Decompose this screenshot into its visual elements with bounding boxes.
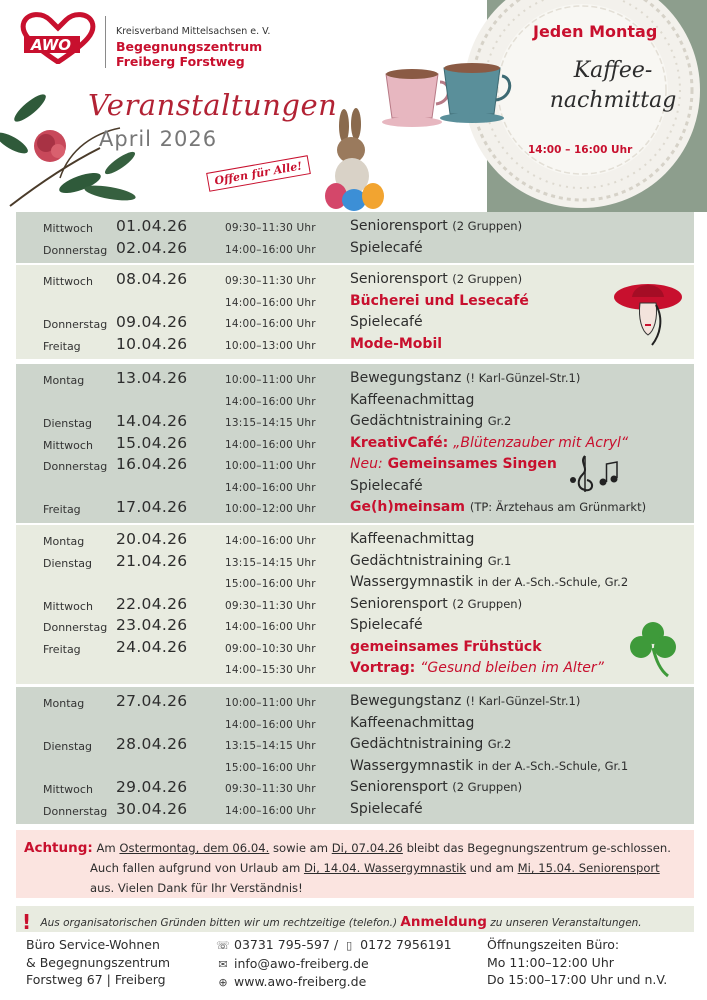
week-block (16, 265, 694, 359)
awo-heart-logo (18, 12, 98, 64)
event-name: Vortrag: (350, 660, 416, 676)
event-date: 27.04.26 (116, 692, 188, 710)
event-row (16, 269, 694, 290)
page-month: April 2026 (99, 127, 218, 151)
lady-with-hat-icon (612, 275, 684, 347)
event-title (350, 531, 474, 547)
event-note: Gr.2 (487, 414, 512, 428)
event-date: 20.04.26 (116, 530, 188, 548)
kaffee-weekday: Jeden Montag (533, 22, 658, 41)
office-line-2: & Begegnungszentrum (26, 954, 171, 970)
event-subtitle: “Gesund bleiben im Alter” (420, 660, 604, 676)
event-title (350, 392, 474, 408)
event-time: 14:00–16:00 Uhr (225, 621, 316, 633)
event-row (16, 291, 694, 312)
week-block (16, 212, 694, 263)
event-row (16, 756, 694, 777)
mail-icon: ✉ (218, 957, 228, 971)
closure-notice-text (24, 838, 684, 898)
event-row (16, 390, 694, 411)
event-time: 14:00–16:00 Uhr (225, 296, 316, 309)
event-time: 09:30–11:30 Uhr (225, 783, 316, 795)
event-weekday: Donnerstag (43, 318, 108, 331)
notice-text: sowie am (272, 841, 329, 855)
event-name: Seniorensport (350, 595, 448, 612)
phone-icon: ☏ (216, 939, 230, 952)
event-name: Gemeinsames Singen (387, 456, 557, 472)
event-weekday: Donnerstag (43, 460, 108, 473)
event-name: Spielecafé (350, 800, 423, 817)
event-date: 23.04.26 (116, 616, 188, 634)
kaffee-title-line-2: nachmittag (549, 88, 677, 113)
event-time: 13:15–14:15 Uhr (225, 556, 316, 569)
event-time: 13:15–14:15 Uhr (225, 417, 316, 429)
event-title (350, 499, 646, 515)
web-link[interactable]: www.awo-freiberg.de (234, 974, 367, 989)
event-title (350, 271, 522, 287)
event-row (16, 777, 694, 798)
event-row (16, 713, 694, 734)
event-row (16, 691, 694, 712)
event-title (350, 574, 628, 590)
event-name: Wassergymnastik (350, 574, 474, 590)
event-weekday: Mittwoch (43, 783, 93, 796)
event-row (16, 594, 694, 615)
event-date: 09.04.26 (116, 313, 188, 331)
event-note: (TP: Ärztehaus am Grünmarkt) (469, 500, 647, 514)
event-note: in der A.-Sch.-Schule, Gr.1 (477, 758, 629, 773)
event-row (16, 615, 694, 636)
event-time: 10:00–12:00 Uhr (225, 503, 316, 515)
notice-text: bleibt das Begegnungszentrum ge-schlossen. Auch fallen aufgrund von Urlaub am (90, 841, 671, 875)
logo-text: AWO (30, 36, 72, 54)
event-row (16, 734, 694, 755)
event-name: Spielecafé (350, 617, 423, 633)
org-line: Kreisverband Mittelsachsen e. V. (116, 26, 271, 37)
event-note: Gr.1 (487, 553, 512, 568)
event-row (16, 334, 694, 355)
event-title (350, 639, 542, 655)
event-weekday: Montag (43, 374, 85, 387)
event-title (350, 801, 423, 817)
event-note: (2 Gruppen) (452, 596, 523, 611)
event-date: 14.04.26 (116, 412, 188, 430)
event-name: Seniorensport (350, 218, 448, 234)
event-title (350, 693, 580, 709)
closure-notice (16, 830, 694, 898)
event-title (350, 218, 522, 234)
event-title (350, 293, 529, 309)
notice-cancel-2: Mi, 15.04. Seniorensport (517, 861, 660, 875)
event-time: 14:00–16:00 Uhr (225, 804, 316, 817)
event-name: Spielecafé (350, 477, 423, 494)
event-name: KreativCafé: (350, 434, 449, 451)
event-note: (2 Gruppen) (452, 780, 523, 794)
event-weekday: Mittwoch (43, 599, 93, 613)
event-date: 08.04.26 (116, 270, 188, 288)
event-time: 14:00–15:30 Uhr (225, 664, 316, 676)
event-date: 10.04.26 (116, 334, 188, 353)
event-title (350, 478, 423, 494)
event-title (350, 314, 423, 330)
event-name: Spielecafé (350, 314, 423, 330)
week-block (16, 525, 694, 684)
office-line-1: Büro Service-Wohnen (26, 937, 160, 952)
event-date: 24.04.26 (116, 637, 188, 656)
mobile-icon: ▯ (346, 939, 353, 952)
event-row (16, 658, 694, 679)
event-name: Mode-Mobil (350, 335, 443, 352)
header (0, 0, 707, 212)
notice-text: und am (469, 861, 514, 875)
kaffee-time: 14:00 – 16:00 Uhr (528, 144, 633, 156)
event-subtitle: „Blütenzauber mit Acryl“ (453, 434, 629, 451)
event-title (350, 758, 628, 774)
event-date: 21.04.26 (116, 551, 188, 570)
notice-text: Am (96, 841, 116, 855)
event-time: 10:00–13:00 Uhr (225, 339, 316, 352)
event-name: Bewegungstanz (350, 370, 462, 386)
event-time: 10:00–11:00 Uhr (225, 697, 316, 709)
email-link[interactable]: info@awo-freiberg.de (234, 955, 369, 971)
event-weekday: Donnerstag (43, 804, 108, 818)
event-time: 14:00–16:00 Uhr (225, 718, 316, 731)
event-name: Kaffeenachmittag (350, 531, 475, 547)
event-title (350, 240, 423, 256)
notice-label: Achtung: (24, 840, 93, 856)
event-weekday: Mittwoch (43, 438, 93, 452)
event-date: 01.04.26 (116, 217, 188, 235)
separator: / (333, 937, 343, 952)
event-name: Bewegungstanz (350, 693, 462, 709)
event-name: Gedächtnistraining (350, 413, 484, 429)
hours-title: Öffnungszeiten Büro: (487, 937, 620, 952)
event-weekday: Montag (43, 535, 85, 548)
event-time: 09:30–11:30 Uhr (225, 222, 316, 234)
week-block (16, 687, 694, 824)
exclamation-icon: ! (22, 910, 32, 934)
mobile-number[interactable]: 0172 7956191 (360, 937, 452, 952)
event-weekday: Freitag (43, 642, 81, 656)
event-time: 14:00–16:00 Uhr (225, 535, 316, 547)
event-row (16, 637, 694, 658)
event-weekday: Dienstag (43, 556, 93, 570)
event-name: Gedächtnistraining (350, 736, 484, 752)
event-row (16, 216, 694, 237)
event-time: 10:00–11:00 Uhr (225, 460, 316, 472)
event-weekday: Montag (43, 697, 85, 710)
web-line (216, 973, 452, 992)
org-name-1: Begegnungszentrum (116, 39, 263, 54)
hours-thursday: Do 15:00–17:00 Uhr und n.V. (487, 972, 668, 987)
event-title (350, 413, 511, 429)
event-name: Seniorensport (350, 271, 448, 287)
event-weekday: Freitag (43, 503, 81, 516)
event-name: Seniorensport (350, 779, 448, 795)
event-date: 30.04.26 (116, 799, 188, 818)
notice-date-closed: Di, 07.04.26 (331, 841, 403, 855)
event-row (16, 368, 694, 389)
registration-note (16, 906, 694, 932)
event-note: Gr.2 (487, 737, 512, 751)
event-row (16, 312, 694, 333)
event-name: Kaffeenachmittag (350, 714, 475, 731)
footer-hours (487, 936, 667, 989)
event-date: 29.04.26 (116, 778, 188, 796)
event-title (350, 435, 628, 451)
event-new-tag: Neu: (350, 456, 383, 472)
event-title (350, 370, 580, 386)
event-date: 15.04.26 (116, 433, 188, 452)
registration-text: Aus organisatorischen Gründen bitten wir um rechtzeitige (telefon.) (40, 917, 398, 929)
event-time: 13:15–14:15 Uhr (225, 740, 316, 752)
notice-cancel-1: Di, 14.04. Wassergymnastik (303, 861, 467, 875)
registration-highlight: Anmeldung (400, 914, 487, 930)
event-time: 09:30–11:30 Uhr (225, 275, 316, 287)
registration-text-end: zu unseren Veranstaltungen. (490, 917, 642, 929)
event-name: gemeinsames Frühstück (350, 638, 542, 655)
event-row (16, 411, 694, 432)
event-name: Kaffeenachmittag (350, 391, 475, 408)
event-row (16, 799, 694, 820)
email-line (216, 955, 452, 974)
event-title (350, 596, 522, 612)
event-row (16, 572, 694, 593)
event-time: 15:00–16:00 Uhr (225, 578, 316, 590)
office-line-3: Forstweg 67 | Freiberg (26, 972, 166, 987)
event-weekday: Dienstag (43, 417, 93, 430)
event-weekday: Mittwoch (43, 275, 93, 288)
event-title (350, 779, 522, 795)
event-note: (! Karl-Günzel-Str.1) (465, 371, 581, 385)
event-title (350, 660, 604, 676)
event-row (16, 238, 694, 259)
notice-text: aus. Vielen Dank für Ihr Verständnis! (90, 881, 303, 895)
event-title (350, 336, 442, 352)
event-time: 14:00–16:00 Uhr (225, 481, 316, 494)
notice-date-easter: Ostermontag, dem 06.04. (119, 841, 270, 855)
phone-line (216, 936, 452, 955)
kaffee-title (538, 56, 688, 116)
event-weekday: Mittwoch (43, 222, 93, 235)
event-name: Ge(h)meinsam (350, 499, 465, 515)
event-title (350, 736, 511, 752)
event-date: 22.04.26 (116, 594, 188, 613)
event-name: Gedächtnistraining (350, 552, 484, 569)
event-time: 14:00–16:00 Uhr (225, 438, 316, 451)
coffee-cups-illustration (378, 38, 518, 138)
page-title: Veranstaltungen (88, 88, 338, 122)
event-time: 09:30–11:30 Uhr (225, 599, 316, 612)
event-weekday: Donnerstag (43, 243, 108, 257)
kaffee-title-line-1: Kaffee- (573, 58, 653, 83)
event-name: Wassergymnastik (350, 757, 474, 774)
event-date: 02.04.26 (116, 238, 188, 257)
event-weekday: Dienstag (43, 740, 93, 753)
clover-icon (628, 620, 678, 678)
event-time: 09:00–10:30 Uhr (225, 642, 316, 655)
event-row (16, 433, 694, 454)
event-time: 10:00–11:00 Uhr (225, 374, 316, 386)
event-time: 14:00–16:00 Uhr (225, 318, 316, 330)
event-title (350, 456, 557, 472)
org-block (116, 24, 270, 69)
globe-icon: ⊕ (218, 976, 228, 989)
org-name-2: Freiberg Forstweg (116, 54, 245, 69)
event-note: (2 Gruppen) (452, 219, 523, 233)
event-note: (! Karl-Günzel-Str.1) (465, 694, 581, 708)
event-row (16, 497, 694, 518)
event-date: 17.04.26 (116, 498, 188, 516)
event-date: 28.04.26 (116, 735, 188, 753)
event-row (16, 551, 694, 572)
event-note: (2 Gruppen) (452, 272, 523, 286)
event-title (350, 617, 423, 633)
phone-number[interactable]: 03731 795-597 (234, 937, 330, 952)
event-time: 14:00–16:00 Uhr (225, 395, 316, 408)
event-date: 16.04.26 (116, 455, 188, 473)
logo-divider (105, 16, 106, 68)
event-title (350, 715, 474, 731)
footer-contact (216, 936, 452, 992)
event-note: in der A.-Sch.-Schule, Gr.2 (477, 575, 629, 589)
event-name: Spielecafé (350, 239, 423, 256)
footer-address (26, 936, 170, 989)
event-time: 14:00–16:00 Uhr (225, 243, 316, 256)
event-weekday: Freitag (43, 339, 81, 353)
event-name: Bücherei und Lesecafé (350, 292, 529, 309)
event-date: 13.04.26 (116, 369, 188, 387)
hours-monday: Mo 11:00–12:00 Uhr (487, 954, 614, 970)
music-notes-icon (567, 452, 623, 494)
event-weekday: Donnerstag (43, 621, 108, 634)
open-for-all-stamp: Offen für Alle! (206, 155, 310, 192)
week-block (16, 364, 694, 523)
event-time: 15:00–16:00 Uhr (225, 761, 316, 774)
event-row (16, 529, 694, 550)
event-title (350, 553, 511, 569)
